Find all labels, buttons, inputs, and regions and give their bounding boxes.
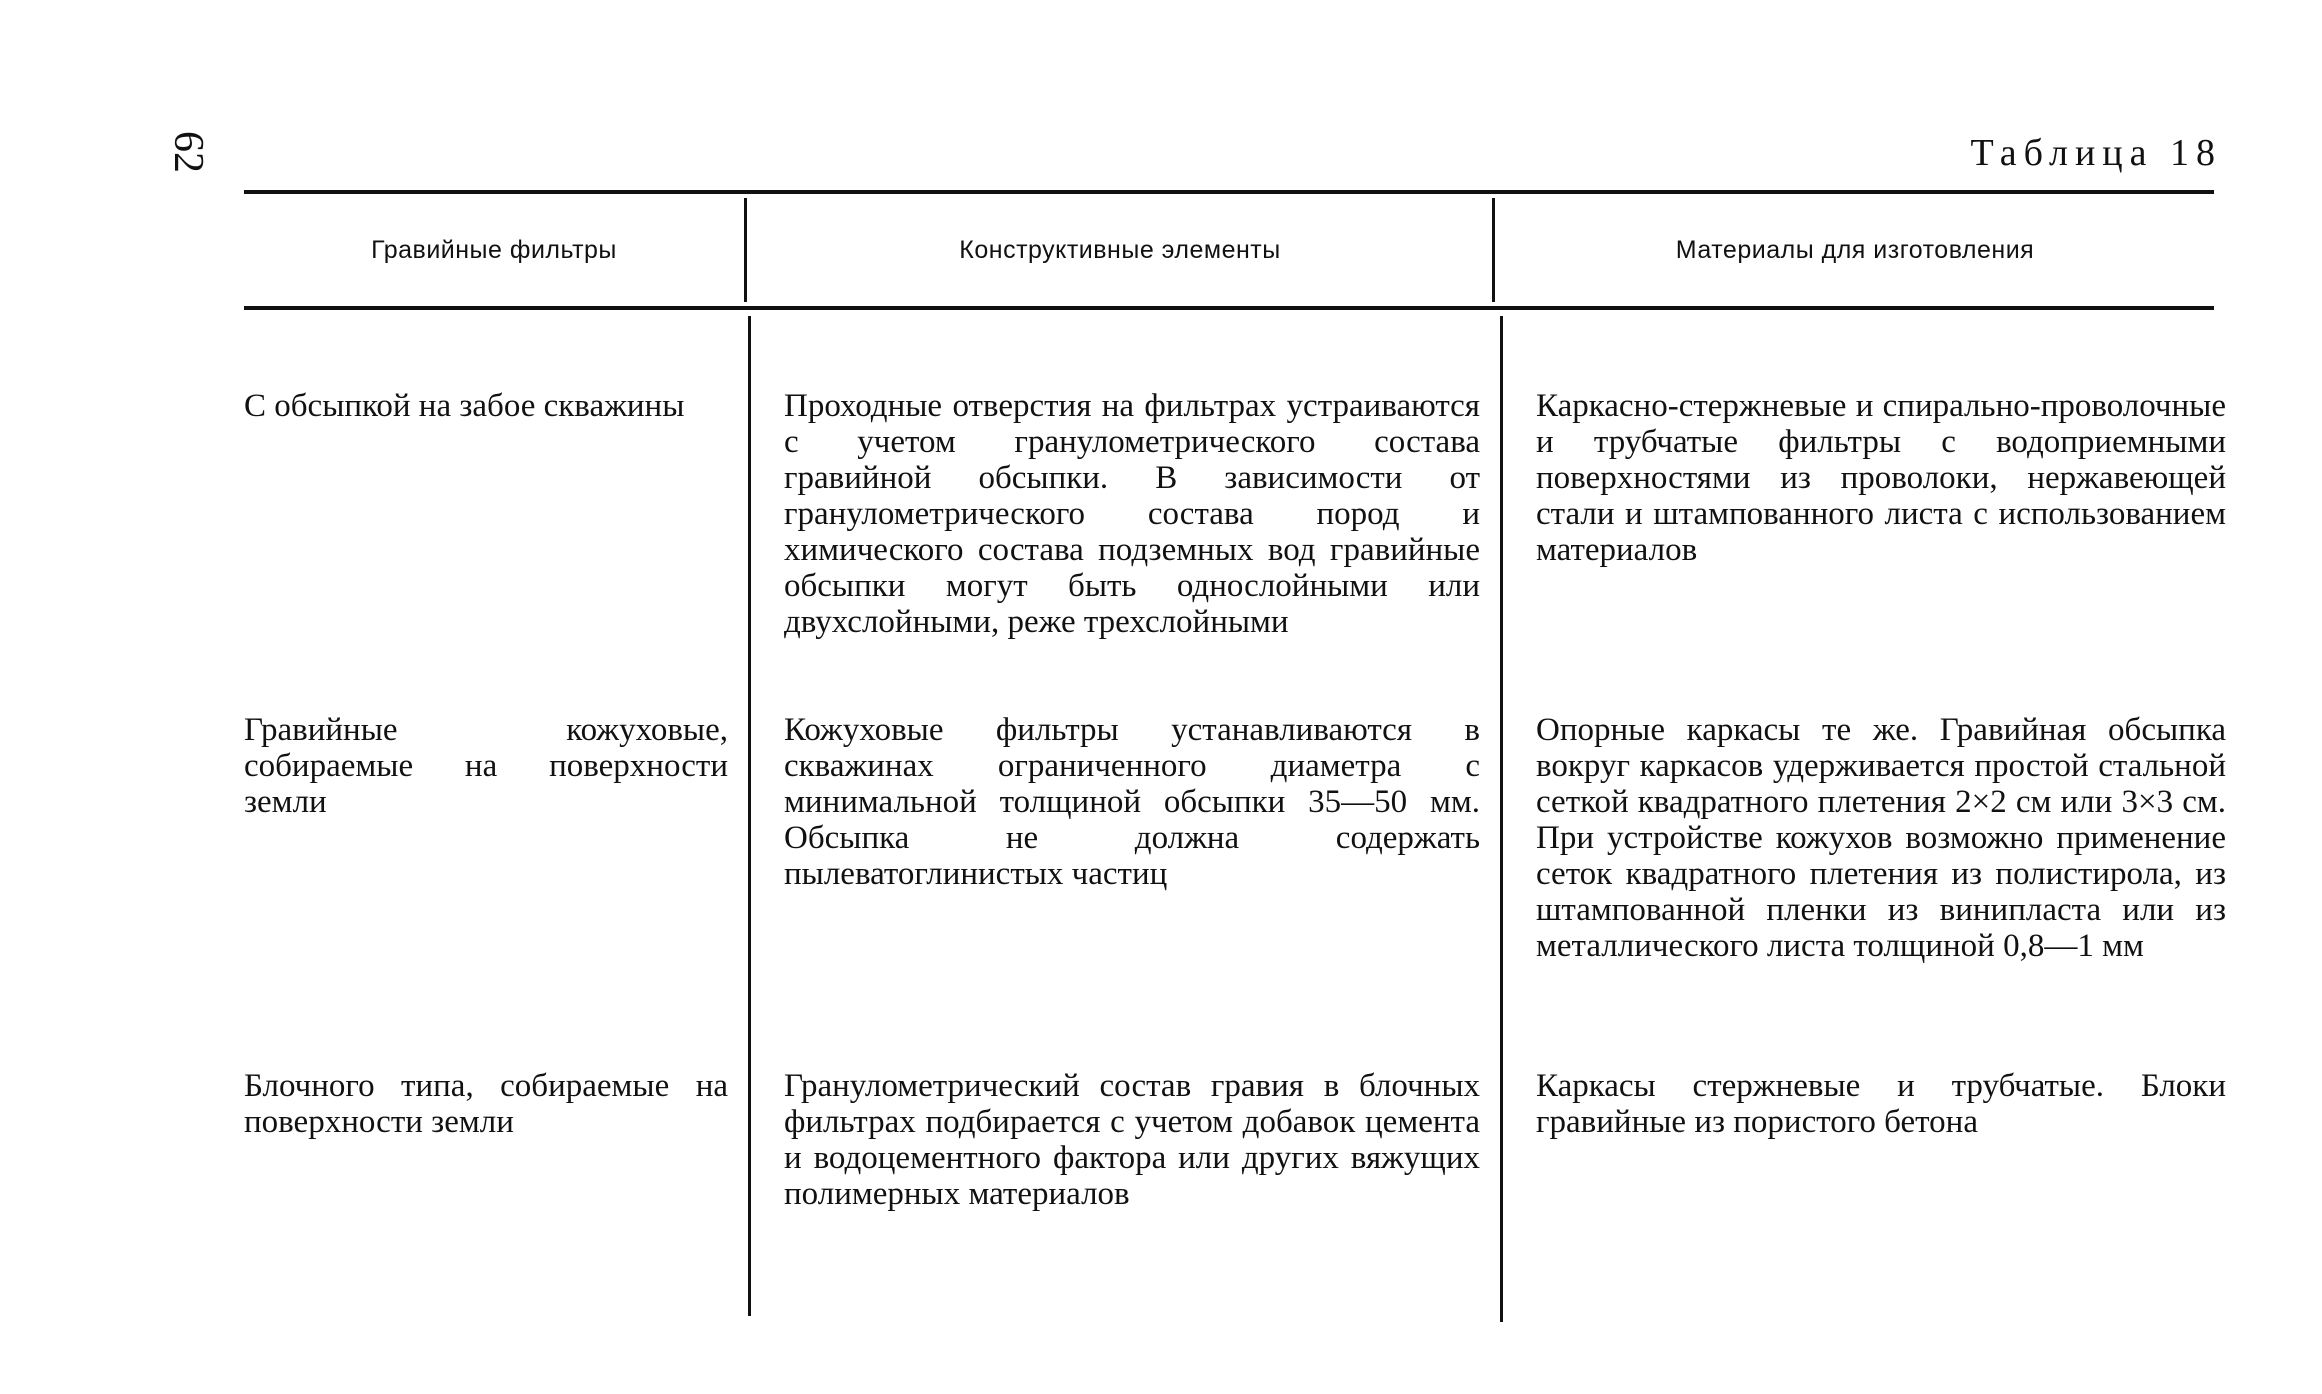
- row-1-elements: Проходные отверстия на фильтрах устраиваются с учетом гранулометрического состава гравийной обсыпки. В зависимости от гранулометрического состава пород и химического состава подземных вод гравийные обсыпки могут быть однослойными или двухслойными, реже трехслойными: [784, 388, 1480, 640]
- row-3-materials: Каркасы стержневые и трубчатые. Блоки гравийные из пористого бетона: [1536, 1068, 2226, 1140]
- header-materials: Материалы для изготовления: [1675, 235, 2035, 264]
- header-construction-elements: Конструктивные элементы: [959, 235, 1281, 264]
- body-column-divider: [1500, 316, 1503, 1322]
- header-bottom-rule: [244, 306, 2214, 310]
- header-gravel-filters: Гравийные фильтры: [371, 235, 617, 264]
- header-column-divider: [744, 198, 747, 302]
- page-number: 62: [165, 131, 211, 173]
- row-3-elements: Гранулометрический состав гравия в блочных фильтрах подбирается с учетом добавок цемента и водоцементного фактора или других вяжущих полимерных материалов: [784, 1068, 1480, 1212]
- row-1-filter-type: С обсыпкой на забое скважины: [244, 388, 685, 424]
- row-3-filter-type: Блочного типа, собираемые на поверхности земли: [244, 1068, 728, 1140]
- header-column-divider: [1492, 198, 1495, 302]
- row-2-filter-type: Гравийные кожуховые, собираемые на поверхности земли: [244, 712, 728, 820]
- body-column-divider: [748, 316, 751, 1316]
- row-2-materials: Опорные каркасы те же. Гравийная обсыпка вокруг каркасов удерживается простой стальной сеткой квадратного плетения 2×2 см или 3×3 см. При устройстве кожухов возможно применение сеток квадратного плетения из полистирола, из штампованной пленки из винипласта или из металлического листа толщиной 0,8—1 мм: [1536, 712, 2226, 964]
- row-2-elements: Кожуховые фильтры устанавливаются в скважинах ограниченного диаметра с минимальной толщиной обсыпки 35—50 мм. Обсыпка не должна содержать пылеватоглинистых частиц: [784, 712, 1480, 892]
- row-1-materials: Каркасно-стержневые и спирально-проволочные и трубчатые фильтры с водоприемными поверхностями из проволоки, нержавеющей стали и штампованного листа с использованием материалов: [1536, 388, 2226, 568]
- table-caption: Таблица 18: [1970, 132, 2222, 174]
